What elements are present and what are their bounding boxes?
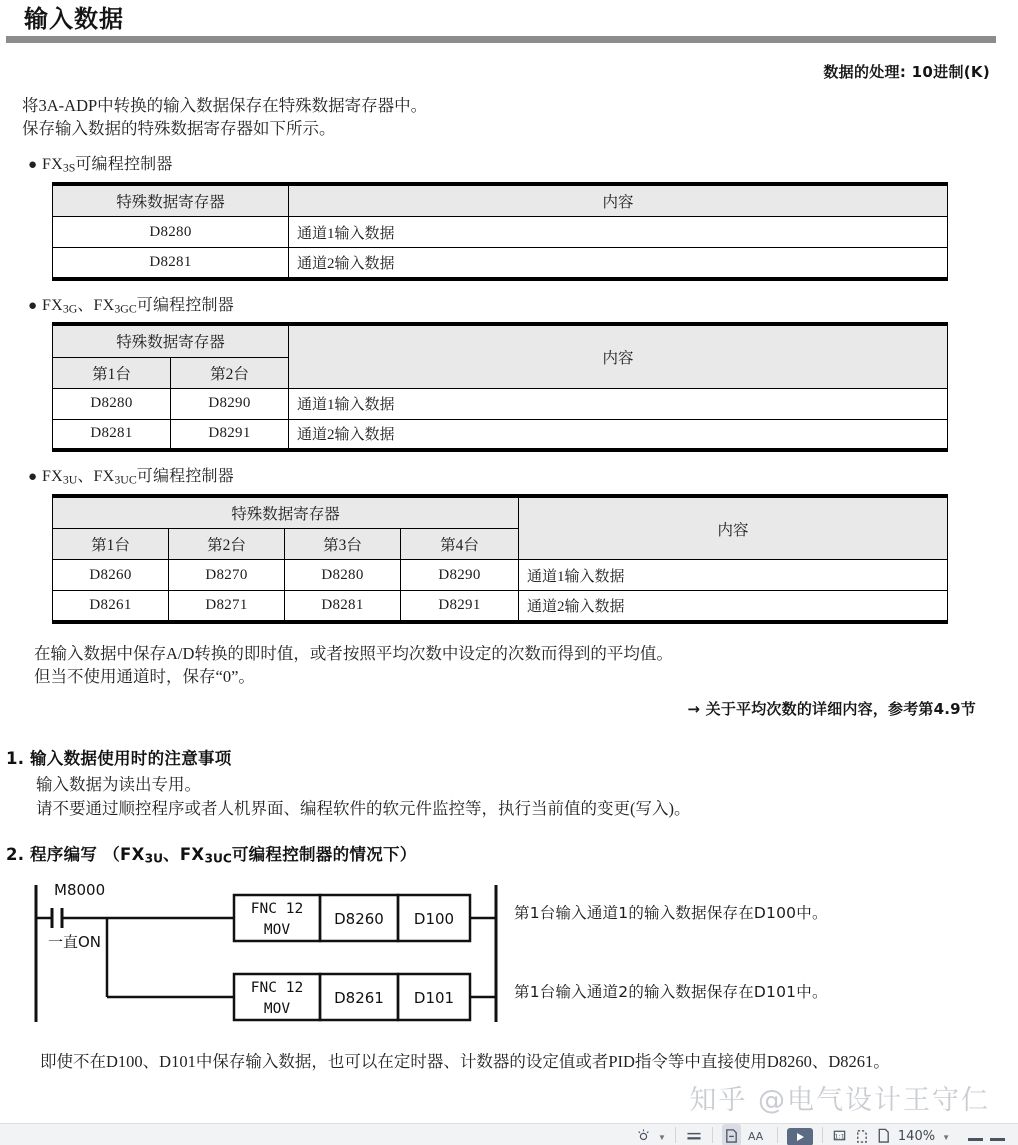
fx3s-content-r2: 通道2输入数据 [289,248,948,279]
table-row [53,591,948,622]
toolbar-group-reading [713,1124,777,1145]
fx3g-header-unit-1: 第1台 [53,357,171,388]
fx3g-reg-r2c2: D8291 [171,419,289,450]
table-row [53,560,948,591]
fx3s-header-content: 内容 [289,184,948,217]
rung-1-fnc-line2: MOV [263,922,291,939]
title-divider [6,36,996,43]
cross-reference-note: → 关于平均次数的详细内容，参考第4.9节 [687,699,976,718]
closing-paragraph: 即使不在D100、D101中保存输入数据，也可以在定时器、计数器的设定值或者PID指令等中直接使用D8260、D8261。 [40,1052,890,1072]
fx3u-reg-r2c4: D8291 [401,591,519,622]
reading-mode-icon[interactable] [748,1124,768,1145]
rung-2-fnc-line1: FNC 12 [250,980,304,997]
bullet-dot-icon: ● [28,469,38,486]
table-row [53,217,948,248]
single-page-icon[interactable] [876,1124,891,1145]
fx3u-table [52,494,948,624]
fx3u-reg-r1c4: D8290 [401,560,519,591]
section-1 [0,745,1018,821]
rotate-icon[interactable] [854,1124,869,1145]
bullet-dot-icon: ● [28,157,38,173]
fx3u-reg-r1c2: D8270 [169,560,285,591]
brightness-icon[interactable] [636,1124,651,1145]
fx3s-reg-r1c1: D8280 [53,217,289,248]
section-2 [0,841,1018,1076]
ladder-diagram-svg [6,877,526,1027]
fx3u-header-unit-4: 第4台 [401,529,519,560]
section-1-number: 1. [6,748,25,768]
rung-2-source: D8261 [334,989,384,1008]
fx3u-reg-r1c1: D8260 [53,560,169,591]
fx3g-reg-r1c1: D8280 [53,388,171,419]
fit-width-icon[interactable] [685,1124,703,1145]
toolbar-group-zoom-controls [959,1124,1014,1145]
intro-line-1: 将3A-ADP中转换的输入数据保存在特殊数据寄存器中。 [22,96,428,115]
section-1-line-2: 请不要通过顺控程序或者人机界面、编程软件的软元件监控等，执行当前值的变更(写入)。 [36,798,691,818]
fx3u-header-register: 特殊数据寄存器 [53,496,519,529]
post-table-line-2: 但当不使用通道时，保存“0”。 [34,666,255,686]
chevron-down-icon[interactable]: ▼ [657,1133,666,1142]
table-row [53,248,948,279]
fx3g-content-r1: 通道1输入数据 [289,388,948,419]
fx3u-reg-r2c1: D8261 [53,591,169,622]
table-row [53,419,948,450]
fx3u-header-unit-1: 第1台 [53,529,169,560]
fx3u-reg-r2c3: D8281 [285,591,401,622]
rung-2-dest: D101 [413,989,455,1008]
fx3u-content-r1: 通道1输入数据 [519,560,948,591]
fx3u-header-content: 内容 [519,496,948,560]
bullet-label-fx3s: $FX_{3S}$可编程控制器 [42,156,173,175]
fx3s-table [52,182,948,281]
fx3u-header-unit-2: 第2台 [169,529,285,560]
toolbar-group-fit [676,1124,712,1145]
fx3g-reg-r2c1: D8281 [53,419,171,450]
fx3g-reg-r1c2: D8290 [171,388,289,419]
zoom-out-icon[interactable] [968,1138,983,1141]
section-2-title: 程序编写 （$FX_{3U}$、$FX_{3UC}$可编程控制器的情况下） [30,844,417,866]
bullet-item-fx3u [0,463,1018,488]
fx3g-header-register: 特殊数据寄存器 [53,324,289,357]
fx3u-reg-r1c3: D8280 [285,560,401,591]
bullet-dot-icon: ● [28,297,38,314]
rung-2-fnc-line2: MOV [263,1001,291,1018]
section-1-line-1: 输入数据为读出专用。 [36,774,201,794]
section-1-heading [6,745,1018,769]
section-2-heading [6,841,1018,866]
ladder-diagram [6,877,1018,1027]
post-table-line-1: 在输入数据中保存A/D转换的即时值，或者按照平均次数中设定的次数而得到的平均值。 [34,643,673,663]
fx3g-table [52,322,948,452]
intro-line-2: 保存输入数据的特殊数据寄存器如下所示。 [22,119,336,138]
table-row [53,388,948,419]
ladder-contact-note: 一直ON [48,933,102,952]
fx3g-content-r2: 通道2输入数据 [289,419,948,450]
section-1-title: 输入数据使用时的注意事项 [30,748,232,768]
page-title: 输入数据 [24,5,124,33]
watermark: 知乎 @电气设计王守仁 [689,1085,990,1116]
rung-1-annotation: 第1台输入通道1的输入数据保存在D100中。 [514,904,828,923]
page-fit-icon[interactable] [722,1124,741,1145]
bullet-item-fx3s [0,151,1018,176]
fx3u-header-unit-3: 第3台 [285,529,401,560]
table-wrap-fx3g [0,316,1018,452]
svg-text:AA: AA [747,1129,764,1143]
rung-1-dest: D100 [413,910,455,929]
fx3g-header-unit-2: 第2台 [171,357,289,388]
table-wrap-fx3s [0,176,1018,281]
toolbar-group-view [627,1124,675,1145]
rung-1-fnc-line1: FNC 12 [250,901,304,918]
fx3s-header-register: 特殊数据寄存器 [53,184,289,217]
bullet-label-fx3g: $FX_{3G}$、$FX_{3GC}$可编程控制器 [42,296,234,316]
presentation-icon[interactable] [787,1128,813,1145]
toolbar-group-zoom [823,1124,959,1145]
fx3s-content-r1: 通道1输入数据 [289,217,948,248]
toolbar-group-presentation [778,1124,822,1145]
fx3g-header-content: 内容 [289,324,948,388]
chevron-down-icon[interactable]: ▼ [942,1133,950,1142]
zoom-in-icon[interactable] [990,1138,1005,1141]
table-wrap-fx3u [0,488,1018,624]
ladder-contact-label: M8000 [54,881,106,900]
bullet-label-fx3u: $FX_{3U}$、$FX_{3UC}$可编程控制器 [42,468,234,487]
actual-size-icon[interactable] [832,1124,847,1145]
data-handling-note: 数据的处理: 10进制(K) [823,63,990,81]
svg-text:1:1: 1:1 [834,1131,845,1140]
zoom-level-label[interactable]: 140% [897,1129,936,1144]
section-2-number: 2. [6,844,25,864]
rung-2-annotation: 第1台输入通道2的输入数据保存在D101中。 [514,983,828,1002]
bullet-item-fx3g [0,292,1018,317]
fx3u-reg-r2c2: D8271 [169,591,285,622]
rung-1-source: D8260 [334,910,384,929]
fx3u-content-r2: 通道2输入数据 [519,591,948,622]
pdf-toolbar [0,1123,1018,1145]
fx3s-reg-r2c1: D8281 [53,248,289,279]
